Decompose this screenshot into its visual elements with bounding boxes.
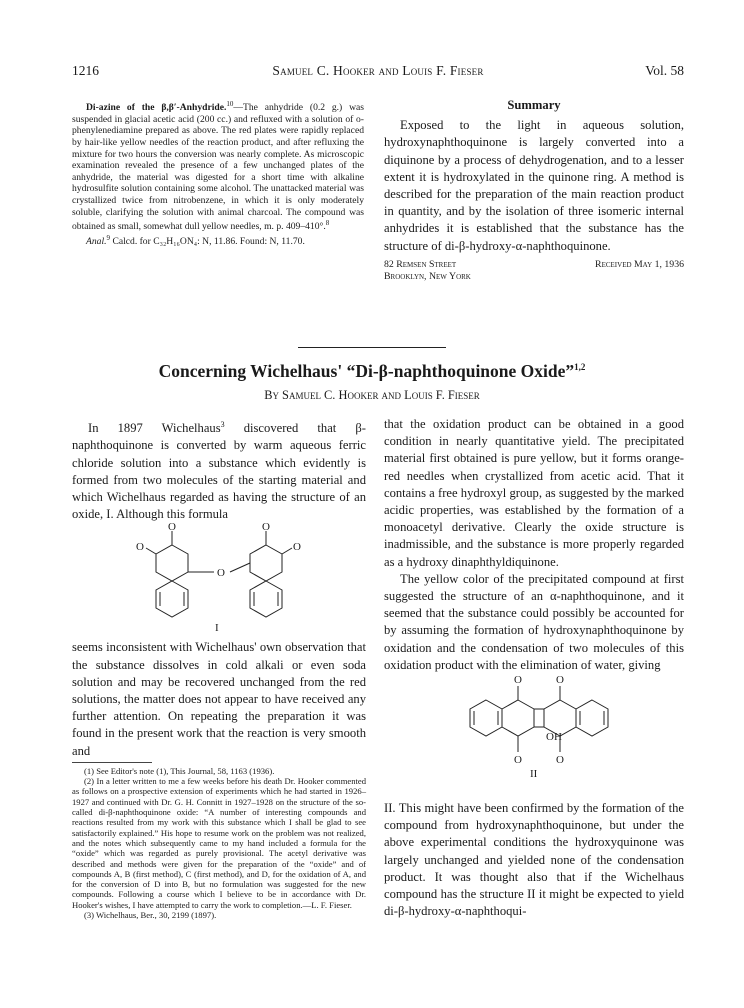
article-title: Concerning Wichelhaus' “Di-β-naphthoquinone Oxide”$^{1,2}$ — [158, 361, 586, 381]
volume-label: Vol. 58 — [645, 63, 684, 78]
structure-I — [72, 523, 366, 633]
page-number: 1216 — [72, 63, 99, 78]
footnote-rule — [72, 762, 152, 763]
summary-text: Exposed to the light in aqueous solution, hydroxynaphthoquinone is largely converted into a diquinone by a process of dehydrogenation, and to a lesser extent it is hydroxylated in the quinone ring. A method is described for the preparation of the main reaction product in quantity, and by the isolation of three isomeric internal anhydrides it is established that the substance has the structure of di-β-hydroxy-α-naphthoquinone. — [384, 118, 684, 253]
structure-II-oh: OH — [546, 731, 562, 744]
structure-II-o-bottom-right: O — [556, 754, 564, 767]
oxidation-paragraph: that the oxidation product can be obtained in a good condition in nearly quantitative yield. The precipitated material first obtained is pure yellow, but it forms orange-red needles when crystallized from acetic acid. That it contains a free hydroxyl group, as suggested by the marked acidic properties, was established by the formation of a monoacetyl derivative. Clearly the oxide structure is inadmissible, and the substance is more properly regarded as a hydroxy dinaphthyldiquinone. — [384, 417, 684, 569]
left-column — [72, 416, 366, 920]
right-column — [384, 416, 684, 920]
prev-article-experimental — [72, 99, 364, 248]
structure-II-label: II — [530, 768, 538, 781]
running-header — [72, 63, 684, 83]
structure-I-label: I — [215, 622, 219, 635]
summary-section — [384, 97, 684, 283]
yellow-color-paragraph: The yellow color of the precipitated compound at first suggested the structure of an α-naphthoquinone, and it seemed that the substance could possibly be accounted for by assuming the formation of hydroxynaphthoquinone by oxidation and the condensation of two molecules of this oxidation product with the elimination of water, giving — [384, 571, 684, 672]
structure-II-o-bottom-left: O — [514, 754, 522, 767]
inconsistency-paragraph: seems inconsistent with Wichelhaus' own observation that the substance dissolves in cold alkali or even soda solution and may be recovered unchanged from the red solutions, the matter does not appear to have received any further attention. On repeating the preparation it was found in the present work that the reaction is very smooth and — [72, 640, 366, 758]
footnote-2: (2) In a letter written to me a few weeks before his death Dr. Hooker commented as follows on a prospective extension of experiments which he had started in 1926–1927 and continued with Dr. G. H. Connitt in 1927–1928 on the structure of the so-called di-β-naphthoquinone oxide: “A number of interesting compounds and reactions resulted from my work with this substance which I shall be glad to see satisfactorily explained.” His hope to resume work on the problem was not realized, and the notes which subsequently came to my hand included a formula for the “oxide” which was regarded as purely provisional. The acetyl derivative was described and methods were given for the preparation of the “oxide” and of compounds A, B (first method), C (first method), and D, for the oxidation of A, and for the conversion of D into B, but no formulation was suggested for the new compounds. Following a course which I believe to be in accordance with Dr. Hooker's wishes, I have attempted to carry the work to completion.—L. F. Fieser. — [72, 776, 366, 910]
footnote-1: (1) See Editor's note (1), This Journal, 58, 1163 (1936). — [84, 765, 275, 776]
structure-II-o-top-right: O — [556, 674, 564, 687]
structure-I-o-top-left: O — [168, 521, 176, 534]
structure-II — [384, 674, 684, 800]
confirmation-paragraph: II. This might have been confirmed by the formation of the compound from hydroxynaphthoquinone, but under the above experimental conditions the hydroxyquinone was largely unchanged and yielded none of the condensation product. It was thought also that if the Wichelhaus compound has the structure II it might be expected to yield di-β-hydroxy-α-naphthoqui- — [384, 801, 684, 919]
author-address: 82 Remsen Street Brooklyn, New York Received May 1, 1936 — [384, 258, 684, 282]
running-title: Samuel C. Hooker and Louis F. Fieser — [272, 63, 484, 78]
structure-I-bridge-o: O — [217, 567, 225, 580]
structure-I-o-right: O — [293, 541, 301, 554]
structure-I-o-top-right: O — [262, 521, 270, 534]
article-byline: By Samuel C. Hooker and Louis F. Fieser — [264, 388, 480, 402]
received-date: Received May 1, 1936 — [595, 258, 684, 270]
footnotes — [72, 766, 366, 920]
summary-heading: Summary — [507, 98, 561, 112]
intro-paragraph: In 1897 Wichelhaus$^3$ discovered that β-naphthoquinone is converted by warm aqueous ferric chloride solution into a substance which evidently is formed from two molecules of the starting material and which Wichelhaus regarded as having the structure of an oxide, I. Although this formula — [72, 420, 366, 522]
diazine-paragraph: Di-azine of the β,β′-Anhydride.$^{10}$—The anhydride (0.2 g.) was suspended in glacial acetic acid (200 cc.) and refluxed with a solution of o-phenylenediamine prepared as above. The red plates were rapidly replaced by hair-like yellow needles of the reaction product, and after refluxing the mixture for two hours the conversion was nearly complete. As microscopic examination revealed the presence of a few unchanged plates of the anhydride, the material was digested for a short time with alkaline hydrosulfite solution containing some alcohol. The unattacked material was crystallized twice from nitrobenzene, in which it is only moderately soluble, clarifying the solution with animal charcoal. The compound was obtained as small, somewhat dull yellow needles, m. p. 409–410°.$^8$ — [72, 100, 364, 233]
analysis-paragraph: Anal.$^9$ Calcd. for C₃₂H₁₆ON₄: N, 11.86. Found: N, 11.70. — [86, 233, 305, 248]
structure-II-o-top-left: O — [514, 674, 522, 687]
structure-I-o-left: O — [136, 541, 144, 554]
footnote-3: (3) Wichelhaus, Ber., 30, 2199 (1897). — [84, 909, 217, 920]
article-separator — [298, 347, 446, 348]
